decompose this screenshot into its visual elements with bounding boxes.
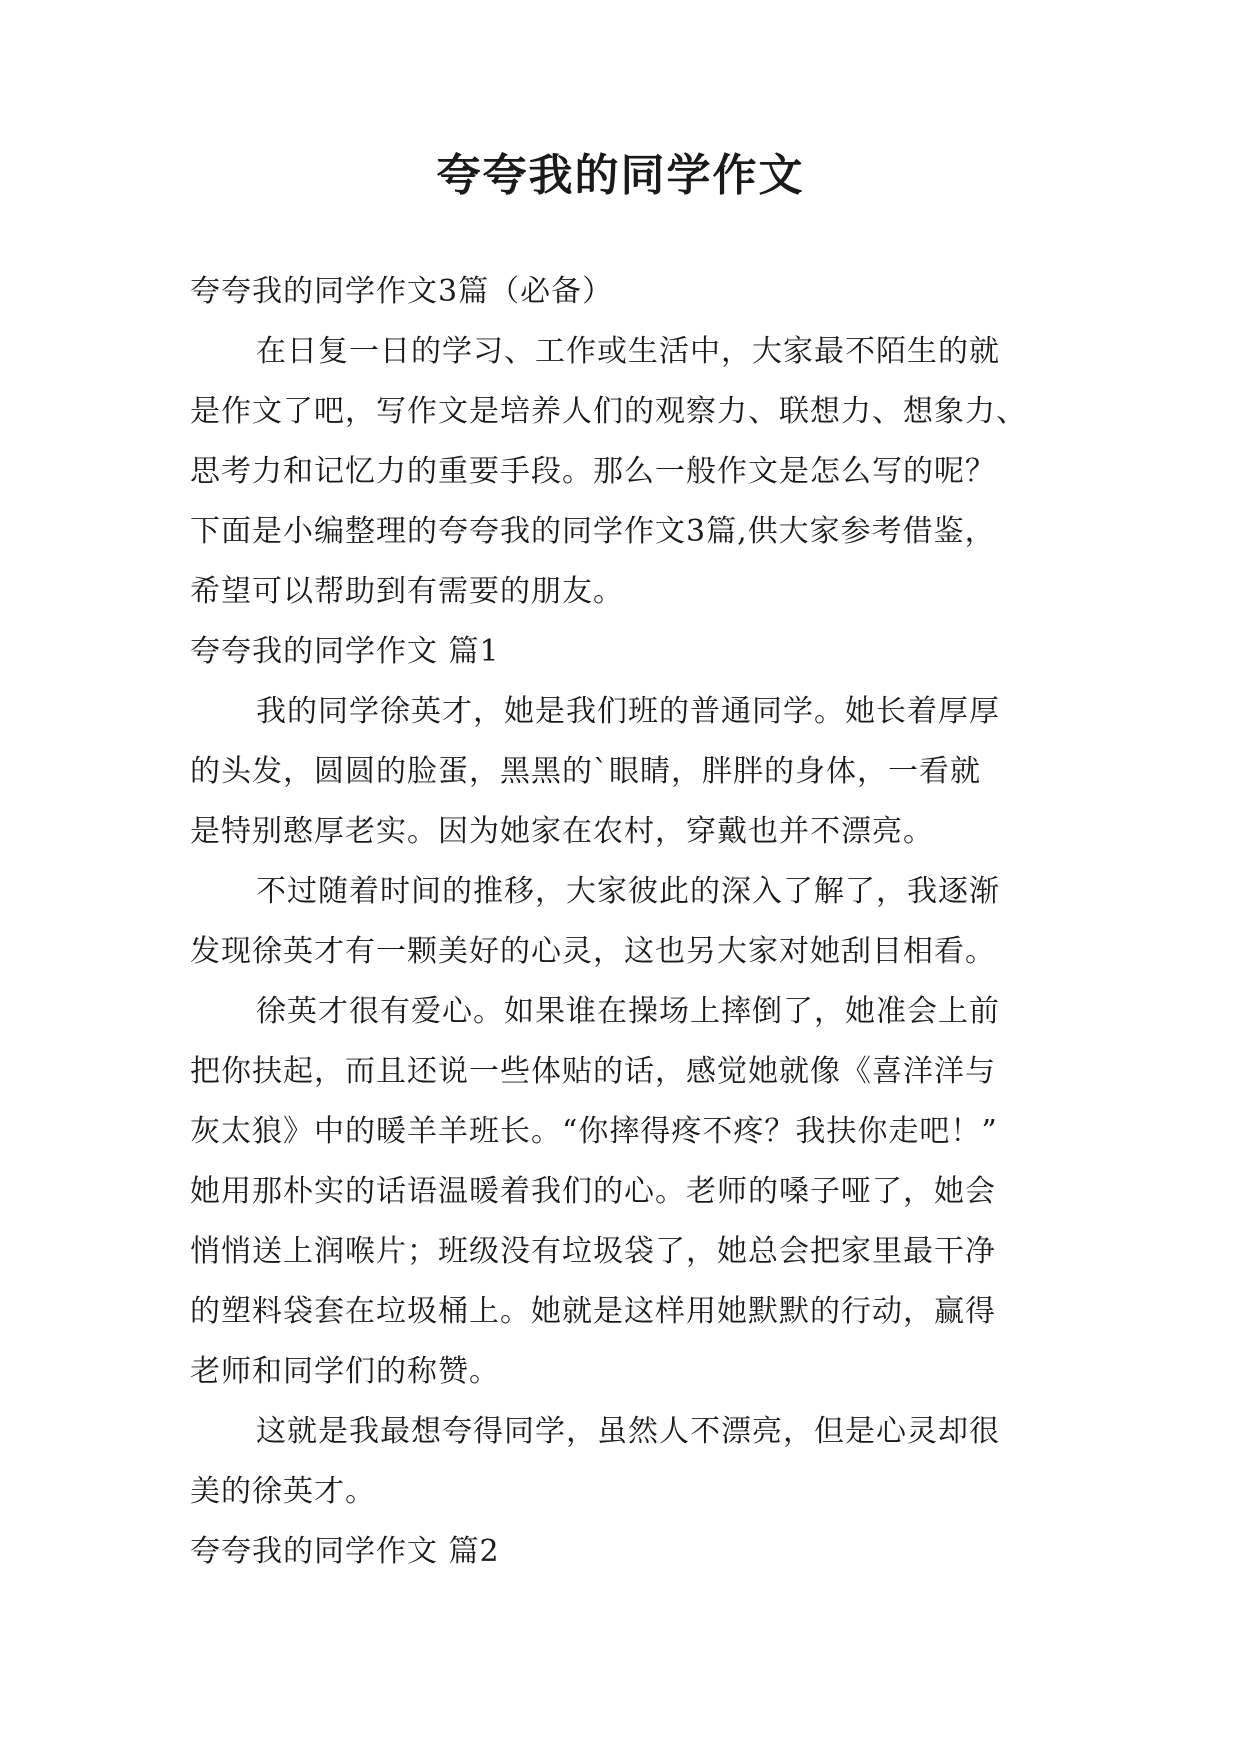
document-title: 夸夸我的同学作文 xyxy=(436,150,805,201)
text-line: 我的同学徐英才，她是我们班的普通同学。她长着厚厚 xyxy=(256,694,1000,729)
text-line: 这就是我最想夸得同学，虽然人不漂亮，但是心灵却很 xyxy=(256,1414,1000,1449)
text-line: 在日复一日的学习、工作或生活中，大家最不陌生的就 xyxy=(256,334,1000,369)
text-line: 的头发，圆圆的脸蛋，黑黑的`眼睛，胖胖的身体，一看就 xyxy=(190,754,981,789)
text-line: 她用那朴实的话语温暖着我们的心。老师的嗓子哑了，她会 xyxy=(190,1174,996,1209)
text-line: 是特别憨厚老实。因为她家在农村，穿戴也并不漂亮。 xyxy=(190,814,934,849)
text-line: 发现徐英才有一颗美好的心灵，这也另大家对她刮目相看。 xyxy=(190,934,996,969)
text-line: 老师和同学们的称赞。 xyxy=(190,1354,500,1389)
document-body xyxy=(190,262,1060,1582)
text-line: 灰太狼》中的暖羊羊班长。“你摔得疼不疼？我扶你走吧！” xyxy=(190,1114,998,1149)
text-line: 不过随着时间的推移，大家彼此的深入了解了，我逐渐 xyxy=(256,874,1000,909)
text-line: 夸夸我的同学作文 篇2 xyxy=(190,1534,500,1569)
text-line: 希望可以帮助到有需要的朋友。 xyxy=(190,574,624,609)
text-line: 美的徐英才。 xyxy=(190,1474,376,1509)
text-line: 悄悄送上润喉片；班级没有垃圾袋了，她总会把家里最干净 xyxy=(190,1234,996,1269)
text-line: 是作文了吧，写作文是培养人们的观察力、联想力、想象力、 xyxy=(190,394,1027,429)
text-line: 夸夸我的同学作文 篇1 xyxy=(190,634,500,669)
text-line: 的塑料袋套在垃圾桶上。她就是这样用她默默的行动，赢得 xyxy=(190,1294,996,1329)
text-line: 把你扶起，而且还说一些体贴的话，感觉她就像《喜洋洋与 xyxy=(190,1054,996,1089)
text-line: 思考力和记忆力的重要手段。那么一般作文是怎么写的呢？ xyxy=(190,454,996,489)
text-line: 徐英才很有爱心。如果谁在操场上摔倒了，她准会上前 xyxy=(256,994,1000,1029)
text-line: 夸夸我的同学作文3篇（必备） xyxy=(190,274,614,309)
text-line: 下面是小编整理的夸夸我的同学作文3篇,供大家参考借鉴， xyxy=(190,514,996,549)
